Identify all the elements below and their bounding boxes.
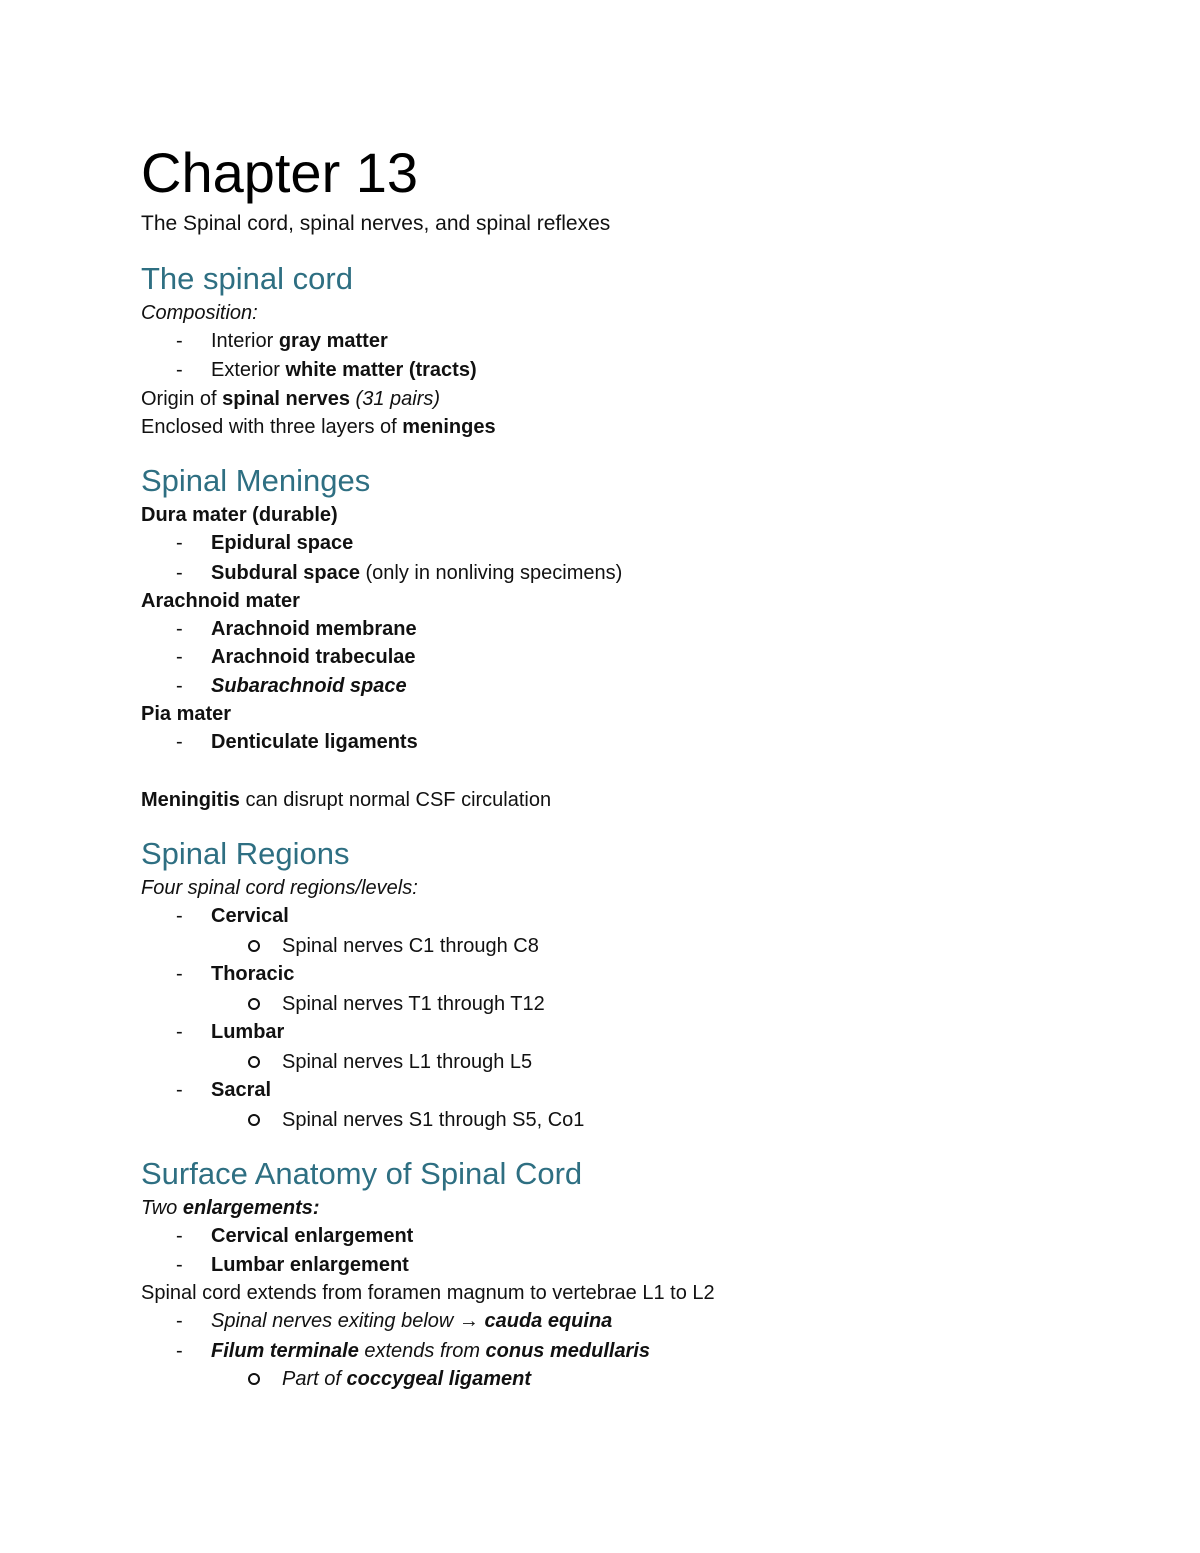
list-item: Subdural space (only in nonliving specimens) bbox=[211, 562, 623, 584]
region-name: Lumbar bbox=[211, 1021, 285, 1043]
bullet-dash: - bbox=[176, 359, 183, 381]
list-item: Spinal nerves exiting below → cauda equina bbox=[211, 1310, 613, 1332]
circle-bullet-icon bbox=[248, 940, 260, 952]
region-name: Cervical bbox=[211, 905, 289, 927]
list-item: Denticulate ligaments bbox=[211, 731, 418, 753]
list-item: Part of coccygeal ligament bbox=[282, 1368, 532, 1390]
meningitis-line: Meningitis can disrupt normal CSF circulation bbox=[141, 789, 552, 811]
list-item: Arachnoid trabeculae bbox=[211, 646, 416, 668]
chapter-title: Chapter 13 bbox=[141, 141, 419, 204]
list-item: Interior gray matter bbox=[211, 330, 388, 352]
list-item: Cervical enlargement bbox=[211, 1225, 414, 1247]
bullet-dash: - bbox=[176, 330, 183, 352]
composition-label: Composition: bbox=[141, 302, 258, 324]
bullet-dash: - bbox=[176, 1021, 183, 1043]
bullet-dash: - bbox=[176, 646, 183, 668]
bullet-dash: - bbox=[176, 963, 183, 985]
heading-spinal-regions: Spinal Regions bbox=[141, 836, 350, 871]
list-item: Subarachnoid space bbox=[211, 675, 407, 697]
bullet-dash: - bbox=[176, 1254, 183, 1276]
region-detail: Spinal nerves T1 through T12 bbox=[282, 993, 545, 1015]
enclosed-line: Enclosed with three layers of meninges bbox=[141, 416, 496, 438]
list-item: Lumbar enlargement bbox=[211, 1254, 409, 1276]
bullet-dash: - bbox=[176, 562, 183, 584]
region-detail: Spinal nerves C1 through C8 bbox=[282, 935, 539, 957]
pia-mater: Pia mater bbox=[141, 703, 232, 725]
bullet-dash: - bbox=[176, 1340, 183, 1362]
circle-bullet-icon bbox=[248, 1373, 260, 1385]
enlargements-intro: Two enlargements: bbox=[141, 1197, 320, 1219]
bullet-dash: - bbox=[176, 731, 183, 753]
bullet-dash: - bbox=[176, 905, 183, 927]
region-detail: Spinal nerves S1 through S5, Co1 bbox=[282, 1109, 585, 1131]
list-item: Filum terminale extends from conus medullaris bbox=[211, 1340, 651, 1362]
bullet-dash: - bbox=[176, 618, 183, 640]
bullet-dash: - bbox=[176, 1310, 183, 1332]
origin-line: Origin of spinal nerves (31 pairs) bbox=[141, 388, 441, 410]
dura-mater: Dura mater (durable) bbox=[141, 504, 338, 526]
region-detail: Spinal nerves L1 through L5 bbox=[282, 1051, 533, 1073]
list-item: Arachnoid membrane bbox=[211, 618, 417, 640]
heading-spinal-cord: The spinal cord bbox=[141, 261, 353, 296]
bullet-dash: - bbox=[176, 1079, 183, 1101]
circle-bullet-icon bbox=[248, 1056, 260, 1068]
extends-line: Spinal cord extends from foramen magnum to vertebrae L1 to L2 bbox=[141, 1282, 715, 1304]
list-item: Epidural space bbox=[211, 532, 354, 554]
list-item: Exterior white matter (tracts) bbox=[211, 359, 477, 381]
heading-surface-anatomy: Surface Anatomy of Spinal Cord bbox=[141, 1156, 583, 1191]
region-name: Sacral bbox=[211, 1079, 272, 1101]
arachnoid-mater: Arachnoid mater bbox=[141, 590, 300, 612]
chapter-subtitle: The Spinal cord, spinal nerves, and spinal reflexes bbox=[141, 212, 611, 235]
bullet-dash: - bbox=[176, 675, 183, 697]
circle-bullet-icon bbox=[248, 998, 260, 1010]
regions-intro: Four spinal cord regions/levels: bbox=[141, 877, 418, 899]
region-name: Thoracic bbox=[211, 963, 295, 985]
heading-spinal-meninges: Spinal Meninges bbox=[141, 463, 371, 498]
bullet-dash: - bbox=[176, 532, 183, 554]
bullet-dash: - bbox=[176, 1225, 183, 1247]
circle-bullet-icon bbox=[248, 1114, 260, 1126]
